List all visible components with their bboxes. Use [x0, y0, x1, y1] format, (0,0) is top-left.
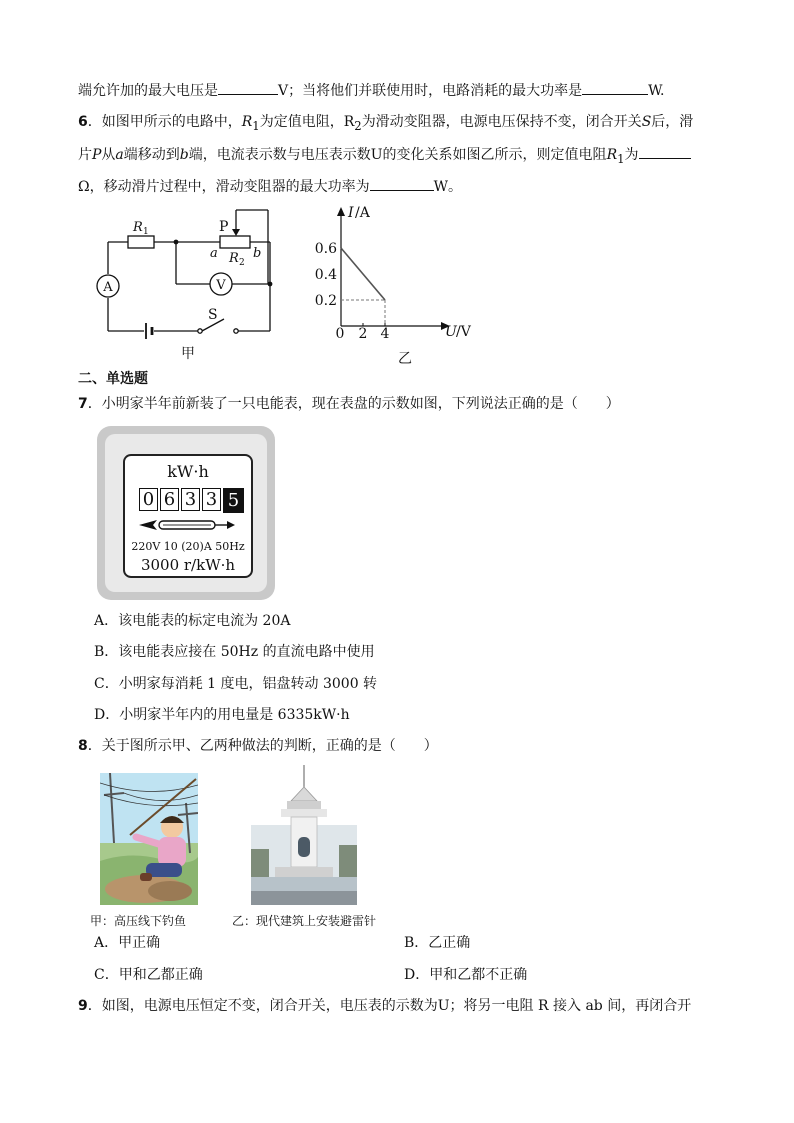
circuit-caption: 甲 [181, 346, 195, 362]
q7-option-c[interactable]: C．小明家每消耗 1 度电，铝盘转动 3000 转 [94, 676, 378, 692]
circuit-diagram [88, 200, 288, 365]
meter-digit-decimal: 5 [223, 488, 244, 513]
q6-text: Ω，移动滑片过程中，滑动变阻器的最大功率为 [78, 179, 370, 195]
section-title: 二、单选题 [78, 371, 148, 387]
q5-blank-power [582, 80, 648, 95]
q6-p: P [92, 147, 102, 163]
q6-blank-resistance [639, 144, 691, 159]
q5-text-before: 端允许加的最大电压是 [78, 83, 218, 99]
q5-text-end: W. [648, 83, 665, 99]
meter-face [123, 454, 253, 578]
meter-unit: kW·h [167, 462, 209, 481]
x-axis-label-u: U [445, 324, 457, 340]
electric-meter [97, 426, 275, 600]
q6-text: 为 [624, 147, 639, 163]
q6-blank-power [370, 176, 434, 191]
voltmeter-label: V [216, 278, 226, 293]
lightning-rod-building-image [251, 765, 357, 905]
iv-graph [305, 198, 485, 368]
q6-line1 [78, 112, 693, 136]
meter-spec-revs: 3000 r/kW·h [140, 556, 236, 574]
x-tick-label: 4 [380, 326, 390, 342]
q6-line3 [78, 176, 462, 197]
q6-number: 6 [78, 114, 88, 130]
label-b: b [253, 246, 262, 261]
switch-label: S [208, 307, 218, 323]
label-a: a [210, 246, 218, 261]
q7-number: 7 [78, 396, 88, 412]
q6-r1-sub: 1 [617, 151, 625, 166]
q6-text: 后，滑 [651, 114, 694, 130]
junction-dot [174, 240, 179, 245]
q8-option-d[interactable]: D．甲和乙都不正确 [404, 967, 528, 983]
ammeter-label: A [103, 280, 113, 295]
y-axis-label-unit: /A [355, 205, 370, 221]
q7-text: ．小明家半年前新装了一只电能表，现在表盘的示数如图，下列说法正确的是（ ） [87, 396, 620, 412]
q8-option-a[interactable]: A．甲正确 [94, 935, 161, 951]
label-r1-sub: 1 [143, 227, 149, 237]
q6-text: 为定值电阻，R [259, 114, 355, 130]
meter-digit: 0 [139, 488, 158, 511]
q8-number: 8 [78, 738, 88, 754]
q6-r1-sub: 1 [252, 118, 260, 133]
label-r2-sub: 2 [239, 258, 245, 268]
q9-line [78, 996, 691, 1016]
q6-r1: R [241, 114, 253, 130]
q6-b: b [179, 147, 189, 163]
x-tick-label: 2 [358, 326, 368, 342]
y-axis-arrow [337, 207, 345, 216]
q6-text: W。 [433, 179, 462, 195]
q6-text: 为滑动变阻器，电源电压保持不变，闭合开关 [361, 114, 642, 130]
q6-r1: R [606, 147, 618, 163]
q5-blank-voltage [218, 80, 278, 95]
y-tick-label: 0.6 [314, 241, 337, 257]
q7-option-a[interactable]: A．该电能表的标定电流为 20A [94, 613, 291, 629]
meter-digit: 6 [160, 488, 179, 511]
q8-option-c[interactable]: C．甲和乙都正确 [94, 967, 203, 983]
meter-bezel [105, 434, 267, 592]
image-caption-yi: 乙：现代建筑上安装避雷针 [232, 914, 377, 928]
meter-digits [139, 488, 246, 513]
fishing-under-powerline-image [100, 773, 198, 905]
q8-option-b[interactable]: B．乙正确 [404, 935, 471, 951]
q6-a: a [115, 147, 124, 163]
y-axis-label-i: I [348, 205, 354, 221]
x-axis-label-unit: /V [456, 324, 471, 340]
y-tick-label: 0.2 [314, 293, 337, 309]
graph-caption: 乙 [398, 351, 412, 367]
label-p: P [219, 219, 229, 235]
q6-switch-s: S [641, 114, 652, 130]
series-line [341, 248, 385, 300]
q6-text: 片 [78, 147, 92, 163]
q9-number: 9 [78, 998, 88, 1014]
y-tick-label: 0.4 [314, 267, 337, 283]
q8-text: ．关于图所示甲、乙两种做法的判断，正确的是（ ） [87, 738, 438, 754]
q7-option-d[interactable]: D．小明家半年内的用电量是 6335kW·h [94, 707, 350, 723]
q6-text: 端移动到 [123, 147, 180, 163]
q6-text: 端，电流表示数与电压表示数U的变化关系如图乙所示，则定值电阻 [188, 147, 607, 163]
q6-text: 从 [101, 147, 116, 163]
q5-text-mid: V；当将他们并联使用时，电路消耗的最大功率是 [278, 83, 583, 99]
q8-line [78, 736, 438, 756]
q7-line [78, 394, 620, 414]
q6-line2 [78, 144, 691, 169]
junction-dot [268, 282, 273, 287]
label-r2: R [229, 251, 239, 266]
image-caption-jia: 甲：高压线下钓鱼 [90, 914, 187, 928]
q6-r2-sub: 2 [354, 118, 362, 133]
meter-disc-indicator [137, 518, 237, 532]
q7-option-b[interactable]: B．该电能表应接在 50Hz 的直流电路中使用 [94, 644, 375, 660]
q9-text: ．如图，电源电压恒定不变，闭合开关，电压表的示数为U；将另一电阻 R 接入 ab 间，再闭合开 [87, 998, 692, 1014]
q5-tail-line [78, 80, 665, 101]
origin-label: 0 [335, 326, 345, 342]
meter-spec-rating: 220V 10 (20)A 50Hz [131, 540, 245, 553]
q6-text: ．如图甲所示的电路中， [87, 114, 242, 130]
meter-digit: 3 [181, 488, 200, 511]
meter-digit: 3 [202, 488, 221, 511]
slider-arrow [232, 229, 240, 236]
label-r1: R [133, 220, 143, 235]
